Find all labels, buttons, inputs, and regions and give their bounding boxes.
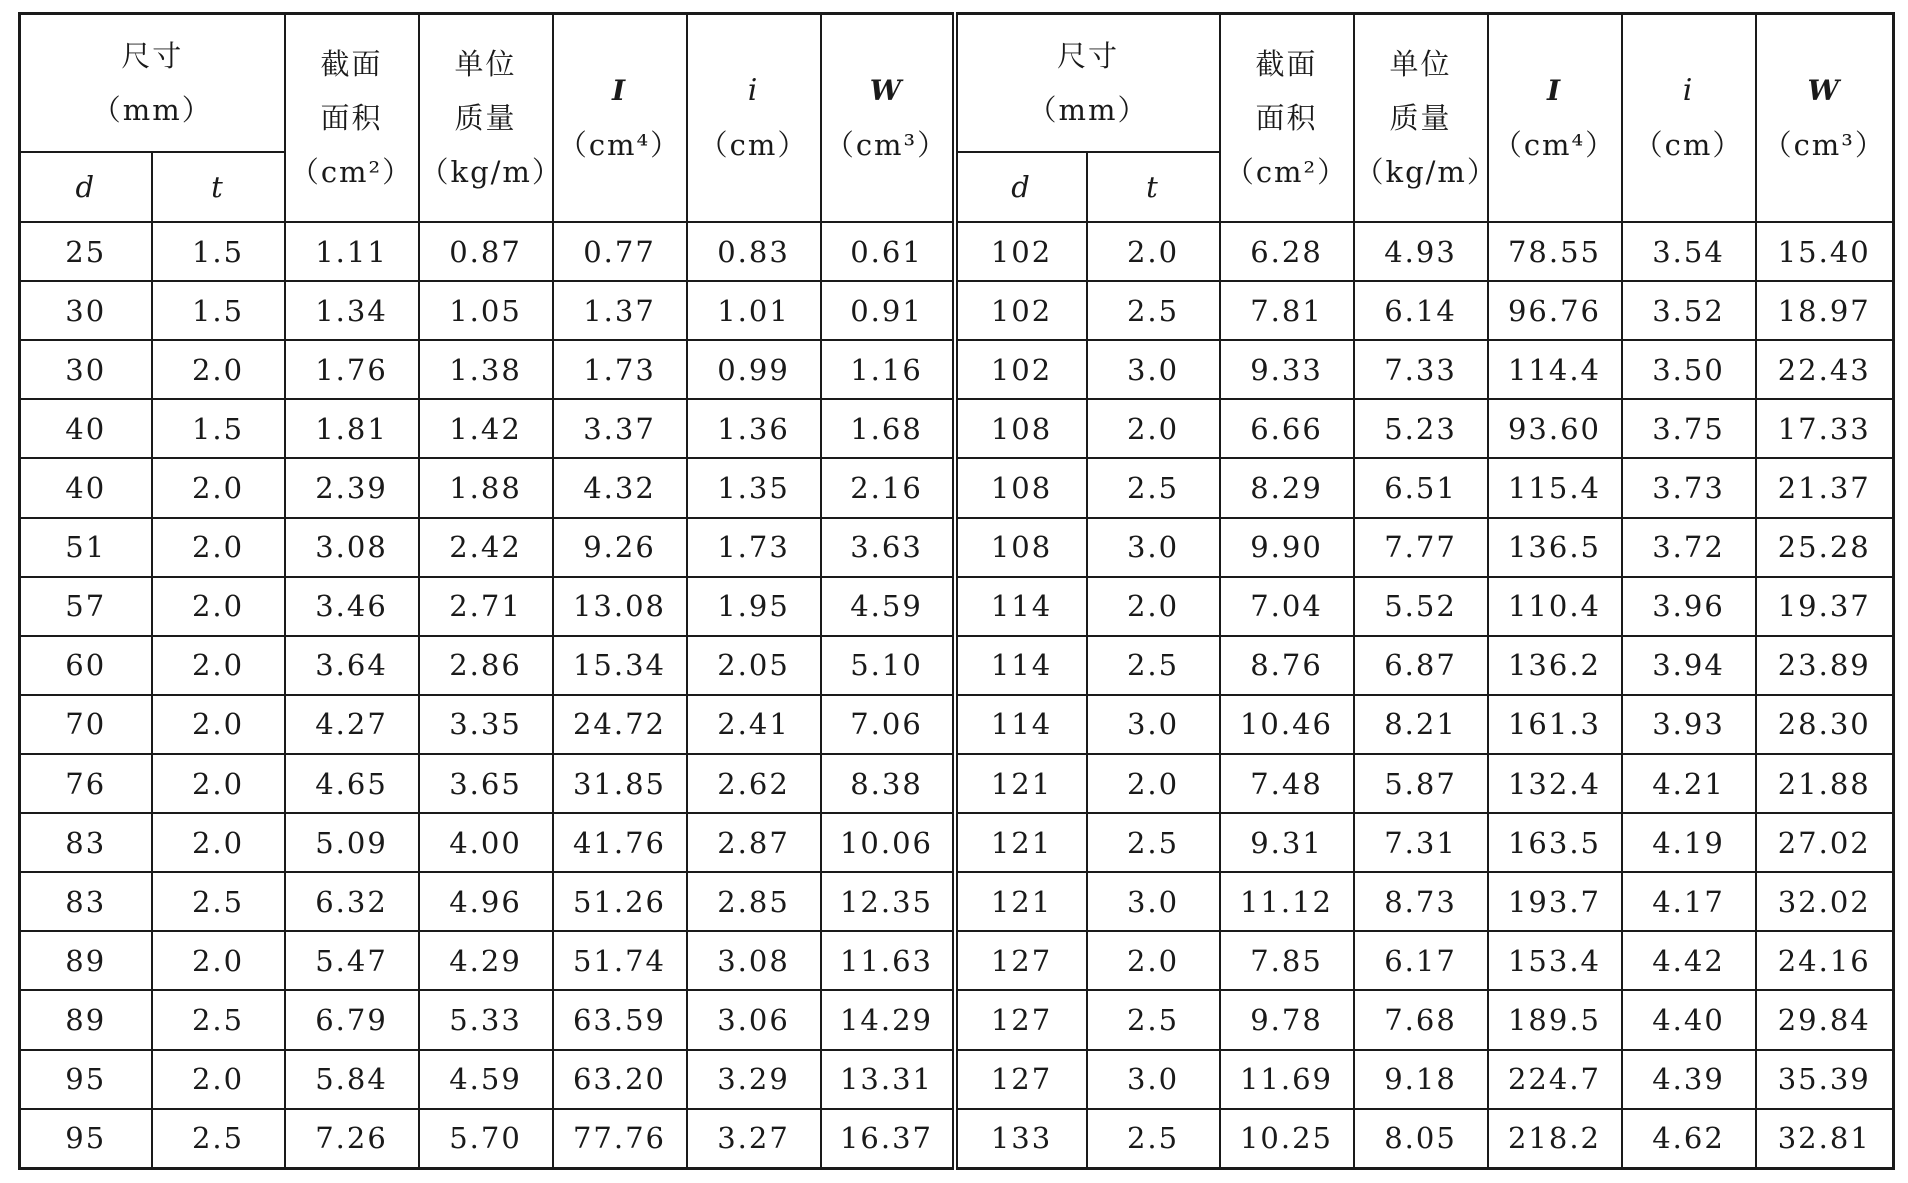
cell-left-modulus: 5.10: [821, 636, 955, 695]
cell-left-d: 83: [20, 813, 152, 872]
cell-right-d: 121: [955, 754, 1087, 813]
area-label-1: 截面: [1255, 47, 1318, 81]
thickness-header-left: t: [152, 152, 285, 222]
cell-right-area: 7.04: [1220, 577, 1354, 636]
cell-right-t: 2.0: [1087, 931, 1220, 990]
cell-left-d: 25: [20, 222, 152, 281]
cell-right-t: 2.5: [1087, 990, 1220, 1049]
cell-right-d: 121: [955, 872, 1087, 931]
cell-right-d: 114: [955, 695, 1087, 754]
gyration-symbol: i: [1682, 73, 1695, 108]
cell-left-gyration: 1.01: [687, 281, 821, 340]
cell-right-t: 2.0: [1087, 222, 1220, 281]
cell-left-t: 1.5: [152, 222, 285, 281]
cell-right-mass: 8.73: [1354, 872, 1488, 931]
cell-left-mass: 0.87: [419, 222, 553, 281]
cell-left-t: 2.0: [152, 695, 285, 754]
cell-right-gyration: 3.72: [1622, 518, 1756, 577]
cell-left-d: 70: [20, 695, 152, 754]
table-row: [20, 399, 1894, 458]
mass-header-left: [419, 14, 563, 223]
cell-right-gyration: 3.93: [1622, 695, 1756, 754]
mass-label-1: 单位: [1389, 47, 1452, 81]
cell-right-mass: 7.68: [1354, 990, 1488, 1049]
area-header-right: [1220, 14, 1354, 223]
cell-left-mass: 1.05: [419, 281, 553, 340]
cell-left-inertia: 63.20: [553, 1050, 687, 1109]
area-label-2: 面积: [320, 101, 383, 135]
cell-left-area: 7.26: [285, 1109, 419, 1169]
cell-left-mass: 5.70: [419, 1109, 553, 1169]
cell-right-area: 11.69: [1220, 1050, 1354, 1109]
cell-right-mass: 7.77: [1354, 518, 1488, 577]
cell-left-inertia: 0.77: [553, 222, 687, 281]
cell-right-inertia: 132.4: [1488, 754, 1622, 813]
cell-right-d: 102: [955, 222, 1087, 281]
cell-right-t: 3.0: [1087, 340, 1220, 399]
mass-header-right: [1354, 14, 1498, 223]
cell-right-inertia: 189.5: [1488, 990, 1622, 1049]
cell-left-t: 2.0: [152, 813, 285, 872]
cell-left-modulus: 11.63: [821, 931, 955, 990]
gyration-unit: （cm）: [698, 128, 809, 162]
mass-label-2: 质量: [1389, 101, 1452, 135]
cell-right-area: 10.46: [1220, 695, 1354, 754]
cell-right-modulus: 17.33: [1756, 399, 1894, 458]
cell-right-inertia: 114.4: [1488, 340, 1622, 399]
cell-left-d: 95: [20, 1050, 152, 1109]
table-header: [20, 14, 1894, 223]
cell-left-t: 2.0: [152, 518, 285, 577]
cell-left-d: 89: [20, 931, 152, 990]
area-label-1: 截面: [320, 47, 383, 81]
cell-right-area: 8.29: [1220, 458, 1354, 517]
cell-left-gyration: 0.99: [687, 340, 821, 399]
cell-left-t: 2.0: [152, 1050, 285, 1109]
cell-right-d: 127: [955, 1050, 1087, 1109]
cell-left-mass: 2.86: [419, 636, 553, 695]
modulus-header-left: [821, 14, 955, 223]
cell-right-modulus: 15.40: [1756, 222, 1894, 281]
cell-right-area: 11.12: [1220, 872, 1354, 931]
cell-left-t: 1.5: [152, 399, 285, 458]
cell-right-gyration: 3.54: [1622, 222, 1756, 281]
thickness-header-right: t: [1087, 152, 1220, 222]
cell-right-modulus: 29.84: [1756, 990, 1894, 1049]
cell-right-inertia: 218.2: [1488, 1109, 1622, 1169]
cell-right-modulus: 22.43: [1756, 340, 1894, 399]
cell-right-area: 9.31: [1220, 813, 1354, 872]
cell-right-inertia: 93.60: [1488, 399, 1622, 458]
diameter-header-right: d: [955, 152, 1087, 222]
cell-right-gyration: 3.52: [1622, 281, 1756, 340]
cell-right-modulus: 28.30: [1756, 695, 1894, 754]
table-row: [20, 813, 1894, 872]
cell-right-d: 108: [955, 458, 1087, 517]
cell-right-modulus: 18.97: [1756, 281, 1894, 340]
cell-left-gyration: 2.85: [687, 872, 821, 931]
cell-right-modulus: 35.39: [1756, 1050, 1894, 1109]
mass-unit: （kg/m）: [419, 155, 563, 189]
cell-right-t: 2.0: [1087, 754, 1220, 813]
cell-right-area: 9.90: [1220, 518, 1354, 577]
cell-right-inertia: 163.5: [1488, 813, 1622, 872]
cell-left-modulus: 16.37: [821, 1109, 955, 1169]
table-row: [20, 931, 1894, 990]
cell-left-area: 2.39: [285, 458, 419, 517]
cell-left-t: 2.5: [152, 990, 285, 1049]
diameter-header-left: d: [20, 152, 152, 222]
cell-left-modulus: 13.31: [821, 1050, 955, 1109]
cell-right-gyration: 4.19: [1622, 813, 1756, 872]
area-header-left: [285, 14, 419, 223]
cell-left-inertia: 41.76: [553, 813, 687, 872]
cell-left-area: 3.08: [285, 518, 419, 577]
gyration-symbol: i: [747, 73, 760, 108]
inertia-unit: （cm⁴）: [557, 128, 682, 162]
table-row: [20, 518, 1894, 577]
cell-left-area: 1.81: [285, 399, 419, 458]
mass-label-2: 质量: [454, 101, 517, 135]
cell-left-gyration: 0.83: [687, 222, 821, 281]
cell-right-d: 133: [955, 1109, 1087, 1169]
cell-left-d: 30: [20, 281, 152, 340]
cell-left-d: 60: [20, 636, 152, 695]
mass-unit: （kg/m）: [1354, 155, 1498, 189]
cell-left-mass: 2.71: [419, 577, 553, 636]
document-page: [18, 12, 1892, 1170]
cell-right-modulus: 24.16: [1756, 931, 1894, 990]
table-body: [20, 222, 1894, 1169]
cell-left-t: 2.0: [152, 577, 285, 636]
cell-right-area: 6.66: [1220, 399, 1354, 458]
cell-right-area: 9.33: [1220, 340, 1354, 399]
cell-left-gyration: 1.36: [687, 399, 821, 458]
inertia-header-right: [1488, 14, 1622, 223]
cell-right-mass: 5.52: [1354, 577, 1488, 636]
area-unit: （cm²）: [1224, 155, 1349, 189]
cell-right-mass: 6.87: [1354, 636, 1488, 695]
cell-right-mass: 7.33: [1354, 340, 1488, 399]
cell-right-mass: 5.23: [1354, 399, 1488, 458]
size-header-left: [20, 14, 285, 153]
cell-left-inertia: 77.76: [553, 1109, 687, 1169]
cell-left-gyration: 2.62: [687, 754, 821, 813]
cell-right-gyration: 4.62: [1622, 1109, 1756, 1169]
modulus-symbol: W: [869, 74, 904, 107]
inertia-header-left: [553, 14, 687, 223]
cell-right-inertia: 224.7: [1488, 1050, 1622, 1109]
cell-left-inertia: 31.85: [553, 754, 687, 813]
cell-left-inertia: 3.37: [553, 399, 687, 458]
table-row: [20, 990, 1894, 1049]
cell-left-gyration: 1.35: [687, 458, 821, 517]
cell-left-area: 5.09: [285, 813, 419, 872]
cell-left-inertia: 1.73: [553, 340, 687, 399]
cell-right-t: 2.0: [1087, 577, 1220, 636]
cell-left-area: 5.84: [285, 1050, 419, 1109]
cell-left-d: 30: [20, 340, 152, 399]
cell-right-inertia: 110.4: [1488, 577, 1622, 636]
cell-right-t: 2.5: [1087, 281, 1220, 340]
cell-right-t: 2.5: [1087, 813, 1220, 872]
cell-right-t: 2.0: [1087, 399, 1220, 458]
table-row: [20, 695, 1894, 754]
cell-left-d: 40: [20, 399, 152, 458]
mass-label-1: 单位: [454, 47, 517, 81]
cell-left-modulus: 10.06: [821, 813, 955, 872]
cell-left-modulus: 1.16: [821, 340, 955, 399]
cell-left-modulus: 12.35: [821, 872, 955, 931]
cell-right-mass: 7.31: [1354, 813, 1488, 872]
cell-right-modulus: 21.88: [1756, 754, 1894, 813]
cell-right-d: 114: [955, 636, 1087, 695]
table-row: [20, 872, 1894, 931]
table-row: [20, 636, 1894, 695]
cell-left-area: 3.64: [285, 636, 419, 695]
cell-left-t: 2.5: [152, 1109, 285, 1169]
cell-right-mass: 5.87: [1354, 754, 1488, 813]
cell-left-t: 1.5: [152, 281, 285, 340]
cell-left-t: 2.0: [152, 931, 285, 990]
cell-left-gyration: 3.29: [687, 1050, 821, 1109]
cell-left-t: 2.0: [152, 754, 285, 813]
cell-left-mass: 5.33: [419, 990, 553, 1049]
cell-left-modulus: 8.38: [821, 754, 955, 813]
modulus-symbol: W: [1807, 74, 1841, 107]
cell-right-gyration: 4.21: [1622, 754, 1756, 813]
size-unit: （mm）: [91, 93, 213, 127]
inertia-unit: （cm⁴）: [1492, 128, 1617, 162]
cell-left-area: 5.47: [285, 931, 419, 990]
cell-right-d: 102: [955, 281, 1087, 340]
cell-left-modulus: 2.16: [821, 458, 955, 517]
cell-left-modulus: 3.63: [821, 518, 955, 577]
table-row: [20, 458, 1894, 517]
gyration-header-right: [1622, 14, 1756, 223]
cell-right-inertia: 78.55: [1488, 222, 1622, 281]
cell-left-inertia: 4.32: [553, 458, 687, 517]
cell-right-inertia: 115.4: [1488, 458, 1622, 517]
cell-right-t: 3.0: [1087, 518, 1220, 577]
steel-tube-properties-table: [18, 12, 1895, 1170]
cell-left-modulus: 4.59: [821, 577, 955, 636]
cell-left-mass: 3.35: [419, 695, 553, 754]
modulus-header-right: [1756, 14, 1894, 223]
cell-left-modulus: 1.68: [821, 399, 955, 458]
cell-left-inertia: 15.34: [553, 636, 687, 695]
cell-right-gyration: 4.17: [1622, 872, 1756, 931]
cell-left-inertia: 63.59: [553, 990, 687, 1049]
table-row: [20, 1050, 1894, 1109]
cell-left-area: 4.27: [285, 695, 419, 754]
cell-left-mass: 1.42: [419, 399, 553, 458]
cell-left-gyration: 2.05: [687, 636, 821, 695]
area-unit: （cm²）: [289, 155, 414, 189]
cell-left-gyration: 1.95: [687, 577, 821, 636]
cell-right-area: 7.85: [1220, 931, 1354, 990]
cell-right-inertia: 136.2: [1488, 636, 1622, 695]
cell-left-inertia: 13.08: [553, 577, 687, 636]
cell-right-gyration: 3.73: [1622, 458, 1756, 517]
cell-left-mass: 4.00: [419, 813, 553, 872]
cell-left-area: 1.76: [285, 340, 419, 399]
cell-left-inertia: 51.74: [553, 931, 687, 990]
cell-left-gyration: 3.27: [687, 1109, 821, 1169]
cell-left-area: 6.32: [285, 872, 419, 931]
gyration-unit: （cm）: [1633, 128, 1744, 162]
cell-left-modulus: 7.06: [821, 695, 955, 754]
cell-right-d: 127: [955, 990, 1087, 1049]
cell-right-gyration: 4.40: [1622, 990, 1756, 1049]
cell-right-d: 121: [955, 813, 1087, 872]
cell-left-modulus: 14.29: [821, 990, 955, 1049]
cell-right-mass: 6.14: [1354, 281, 1488, 340]
cell-right-gyration: 3.96: [1622, 577, 1756, 636]
cell-left-area: 1.34: [285, 281, 419, 340]
cell-right-area: 6.28: [1220, 222, 1354, 281]
cell-left-t: 2.0: [152, 636, 285, 695]
cell-left-mass: 3.65: [419, 754, 553, 813]
cell-left-inertia: 51.26: [553, 872, 687, 931]
size-header-right: [955, 14, 1220, 153]
size-label: 尺寸: [1056, 39, 1119, 73]
cell-left-gyration: 2.41: [687, 695, 821, 754]
cell-left-area: 4.65: [285, 754, 419, 813]
size-unit: （mm）: [1027, 93, 1149, 127]
cell-right-d: 127: [955, 931, 1087, 990]
cell-left-mass: 4.59: [419, 1050, 553, 1109]
cell-right-modulus: 21.37: [1756, 458, 1894, 517]
cell-right-mass: 4.93: [1354, 222, 1488, 281]
cell-left-inertia: 1.37: [553, 281, 687, 340]
cell-left-d: 83: [20, 872, 152, 931]
cell-right-t: 3.0: [1087, 1050, 1220, 1109]
area-label-2: 面积: [1255, 101, 1318, 135]
inertia-symbol: I: [611, 74, 628, 107]
cell-left-t: 2.0: [152, 340, 285, 399]
cell-right-gyration: 3.50: [1622, 340, 1756, 399]
cell-left-mass: 1.38: [419, 340, 553, 399]
cell-right-modulus: 25.28: [1756, 518, 1894, 577]
cell-right-mass: 6.17: [1354, 931, 1488, 990]
cell-left-d: 57: [20, 577, 152, 636]
cell-left-mass: 2.42: [419, 518, 553, 577]
cell-left-area: 1.11: [285, 222, 419, 281]
cell-right-gyration: 4.39: [1622, 1050, 1756, 1109]
cell-right-t: 2.5: [1087, 458, 1220, 517]
cell-right-area: 7.48: [1220, 754, 1354, 813]
cell-right-d: 102: [955, 340, 1087, 399]
cell-left-gyration: 2.87: [687, 813, 821, 872]
cell-right-gyration: 4.42: [1622, 931, 1756, 990]
cell-left-gyration: 3.06: [687, 990, 821, 1049]
cell-left-d: 51: [20, 518, 152, 577]
table-row: [20, 222, 1894, 281]
cell-left-t: 2.0: [152, 458, 285, 517]
cell-left-area: 6.79: [285, 990, 419, 1049]
table-row: [20, 340, 1894, 399]
cell-right-gyration: 3.94: [1622, 636, 1756, 695]
cell-right-modulus: 27.02: [1756, 813, 1894, 872]
table-row: [20, 1109, 1894, 1169]
cell-left-area: 3.46: [285, 577, 419, 636]
cell-right-area: 10.25: [1220, 1109, 1354, 1169]
cell-left-mass: 1.88: [419, 458, 553, 517]
cell-right-inertia: 96.76: [1488, 281, 1622, 340]
cell-right-area: 8.76: [1220, 636, 1354, 695]
cell-right-d: 108: [955, 399, 1087, 458]
cell-right-inertia: 136.5: [1488, 518, 1622, 577]
cell-left-gyration: 3.08: [687, 931, 821, 990]
cell-right-gyration: 3.75: [1622, 399, 1756, 458]
cell-right-mass: 8.21: [1354, 695, 1488, 754]
size-label: 尺寸: [121, 39, 184, 73]
cell-right-mass: 9.18: [1354, 1050, 1488, 1109]
cell-left-d: 95: [20, 1109, 152, 1169]
cell-left-d: 76: [20, 754, 152, 813]
cell-right-modulus: 23.89: [1756, 636, 1894, 695]
cell-right-t: 3.0: [1087, 872, 1220, 931]
cell-left-inertia: 24.72: [553, 695, 687, 754]
table-row: [20, 281, 1894, 340]
cell-right-d: 108: [955, 518, 1087, 577]
inertia-symbol: I: [1546, 74, 1563, 107]
cell-left-mass: 4.29: [419, 931, 553, 990]
cell-right-modulus: 19.37: [1756, 577, 1894, 636]
table-row: [20, 577, 1894, 636]
cell-left-modulus: 0.61: [821, 222, 955, 281]
table-row: [20, 754, 1894, 813]
cell-right-mass: 6.51: [1354, 458, 1488, 517]
modulus-unit: （cm³）: [1762, 128, 1886, 162]
cell-left-mass: 4.96: [419, 872, 553, 931]
cell-left-gyration: 1.73: [687, 518, 821, 577]
cell-left-t: 2.5: [152, 872, 285, 931]
cell-right-inertia: 153.4: [1488, 931, 1622, 990]
gyration-header-left: [687, 14, 821, 223]
modulus-unit: （cm³）: [824, 128, 949, 162]
cell-right-inertia: 193.7: [1488, 872, 1622, 931]
cell-right-area: 7.81: [1220, 281, 1354, 340]
cell-right-t: 3.0: [1087, 695, 1220, 754]
cell-right-area: 9.78: [1220, 990, 1354, 1049]
cell-right-t: 2.5: [1087, 636, 1220, 695]
cell-right-modulus: 32.81: [1756, 1109, 1894, 1169]
cell-left-d: 40: [20, 458, 152, 517]
cell-right-mass: 8.05: [1354, 1109, 1488, 1169]
header-row-top: [20, 14, 1894, 153]
cell-left-d: 89: [20, 990, 152, 1049]
cell-right-inertia: 161.3: [1488, 695, 1622, 754]
cell-left-modulus: 0.91: [821, 281, 955, 340]
cell-right-d: 114: [955, 577, 1087, 636]
cell-right-t: 2.5: [1087, 1109, 1220, 1169]
cell-left-inertia: 9.26: [553, 518, 687, 577]
cell-right-modulus: 32.02: [1756, 872, 1894, 931]
